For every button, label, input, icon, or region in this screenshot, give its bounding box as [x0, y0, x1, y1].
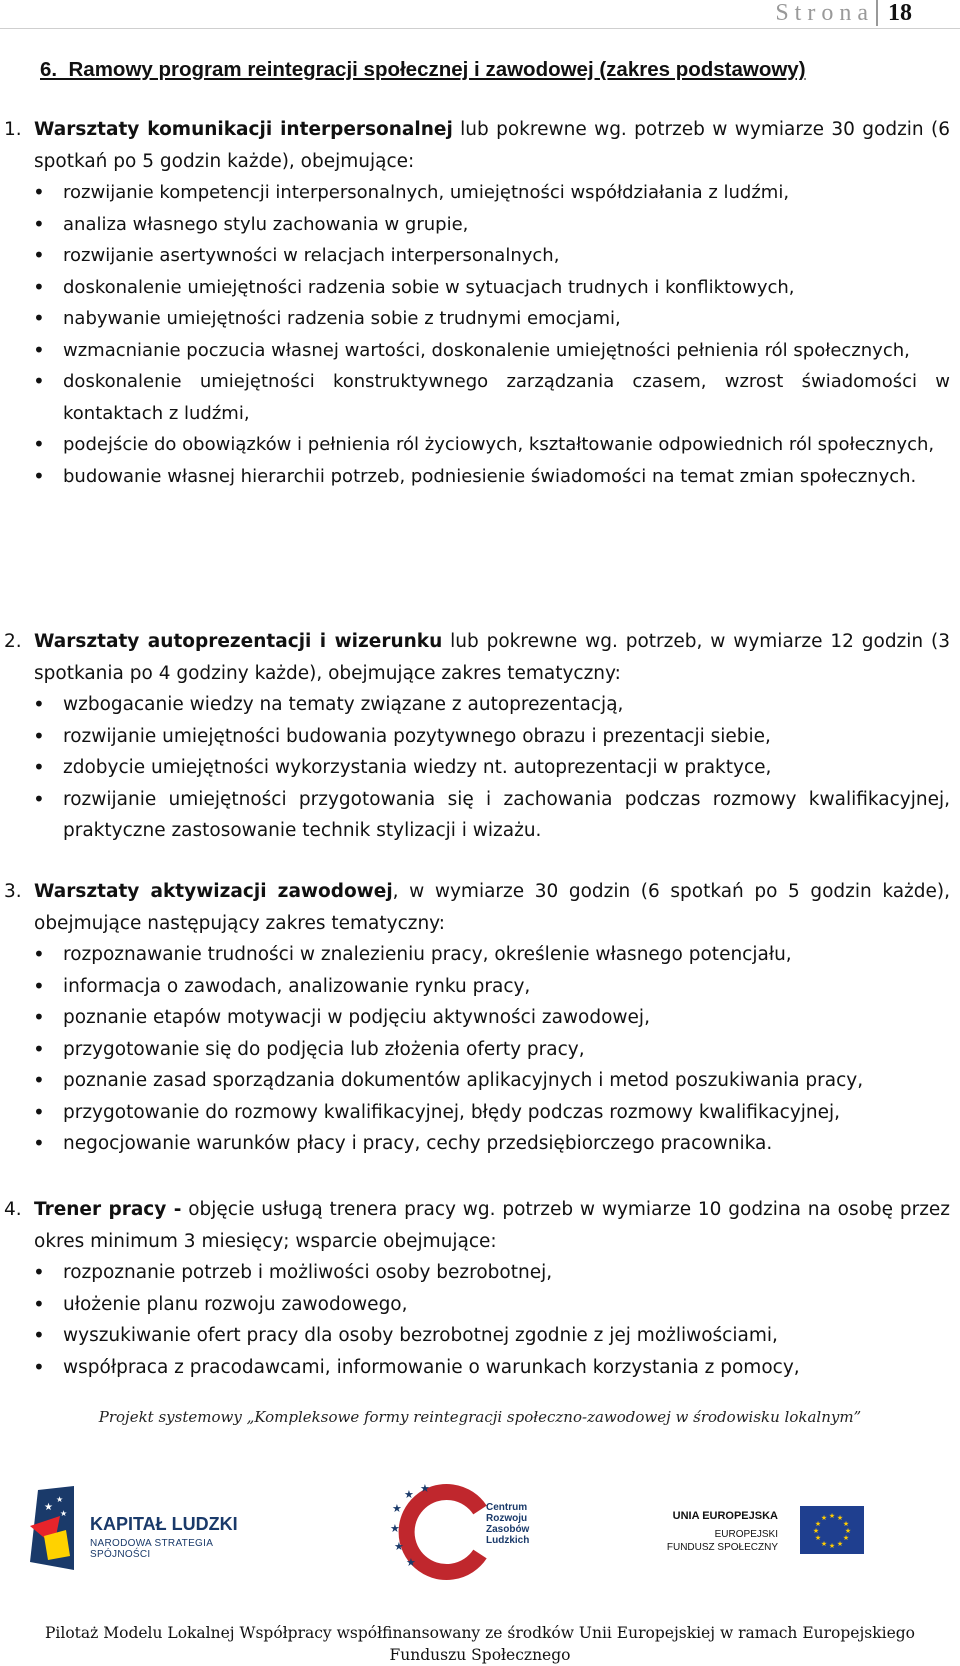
crzl-line: Centrum	[486, 1502, 528, 1513]
section-title: Trener pracy -	[34, 1199, 182, 1220]
list-item: • wzbogacanie wiedzy na tematy związane z autoprezentacją,	[0, 689, 960, 721]
section-title: Warsztaty autoprezentacji i wizerunku	[34, 631, 443, 652]
section-title: Warsztaty komunikacji interpersonalnej	[34, 119, 453, 140]
svg-text:★: ★	[842, 1534, 850, 1542]
list-item: • informacja o zawodach, analizowanie rynku pracy,	[0, 971, 960, 1003]
svg-text:★: ★	[814, 1520, 822, 1528]
svg-text:★: ★	[404, 1488, 414, 1501]
crzl-mark-icon	[390, 1482, 490, 1582]
kapital-ludzki-logo	[30, 1486, 270, 1566]
svg-text:★: ★	[844, 1527, 852, 1535]
crzl-logo	[390, 1482, 550, 1582]
section-2	[0, 626, 960, 847]
bullet-list	[0, 1257, 960, 1383]
list-item: • ułożenie planu rozwoju zawodowego,	[0, 1289, 960, 1321]
section-description: , w wymiarze 30 godzin (6 spotkań po 5 godzin każde), obejmujące następujący zakres tematyczny:	[34, 881, 950, 934]
header-divider	[0, 28, 960, 29]
list-item: • rozwijanie kompetencji interpersonalnych, umiejętności współdziałania z ludźmi,	[0, 177, 960, 209]
section-description: objęcie usługą trenera pracy wg. potrzeb w wymiarze 10 godzina na osobę przez okres minimum 3 miesięcy; wsparcie obejmujące:	[34, 1199, 950, 1252]
crzl-line: Rozwoju	[486, 1513, 528, 1524]
svg-text:★: ★	[828, 1542, 836, 1550]
list-item: • doskonalenie umiejętności radzenia sobie w sytuacjach trudnych i konfliktowych,	[0, 272, 960, 304]
section-description: lub pokrewne wg. potrzeb, w wymiarze 12 godzin (3 spotkania po 4 godziny każde), obejmujące zakres tematyczny:	[34, 631, 950, 684]
list-item: • negocjowanie warunków płacy i pracy, cechy przedsiębiorczego pracownika.	[0, 1128, 960, 1160]
svg-text:★: ★	[820, 1540, 828, 1548]
section-title: Warsztaty aktywizacji zawodowej	[34, 881, 393, 902]
list-item: • przygotowanie się do podjęcia lub złożenia oferty pracy,	[0, 1034, 960, 1066]
list-item: • rozwijanie umiejętności przygotowania się i zachowania podczas rozmowy kwalifikacyjnej, praktyczne zastosowanie technik stylizacji i wizażu.	[0, 784, 960, 847]
bullet-list	[0, 177, 960, 492]
section-heading: 6. Ramowy program reintegracji społecznej i zawodowej (zakres podstawowy)	[40, 58, 806, 81]
list-item: • analiza własnego stylu zachowania w grupie,	[0, 209, 960, 241]
eu-subtitle-line: FUNDUSZ SPOŁECZNY	[666, 1542, 778, 1553]
section-intro	[0, 1194, 960, 1257]
cofinancing-note	[0, 1622, 960, 1666]
list-item: • budowanie własnej hierarchii potrzeb, podniesienie świadomości na temat zmian społecznych.	[0, 461, 960, 493]
list-item: • przygotowanie do rozmowy kwalifikacyjnej, błędy podczas rozmowy kwalifikacyjnej,	[0, 1097, 960, 1129]
project-note: Projekt systemowy „Kompleksowe formy reintegracji społeczno-zawodowej w środowisku lokalnym”	[98, 1408, 862, 1426]
list-item: • poznanie zasad sporządzania dokumentów aplikacyjnych i metod poszukiwania pracy,	[0, 1065, 960, 1097]
svg-text:★: ★	[820, 1514, 828, 1522]
svg-text:★: ★	[60, 1509, 68, 1518]
svg-text:★: ★	[44, 1502, 53, 1513]
svg-text:★: ★	[406, 1556, 416, 1569]
bullet-list	[0, 689, 960, 847]
svg-text:★: ★	[836, 1514, 844, 1522]
section-number: 2.	[4, 631, 22, 652]
eu-flag-icon	[800, 1506, 864, 1554]
page-number-label	[775, 0, 912, 27]
svg-text:★: ★	[394, 1540, 404, 1553]
section-number: 3.	[4, 881, 22, 902]
svg-text:★: ★	[56, 1495, 64, 1504]
section-intro	[0, 626, 960, 689]
svg-text:★: ★	[814, 1534, 822, 1542]
logos-bar	[0, 1478, 960, 1588]
svg-text:★: ★	[420, 1482, 430, 1495]
section-intro	[0, 876, 960, 939]
list-item: • wzmacnianie poczucia własnej wartości, doskonalenie umiejętności pełnienia ról społecznych,	[0, 335, 960, 367]
kapital-subtitle: NARODOWA STRATEGIA SPÓJNOŚCI	[90, 1538, 213, 1560]
eu-subtitle	[667, 1528, 778, 1554]
list-item: • rozpoznanie potrzeb i możliwości osoby bezrobotnej,	[0, 1257, 960, 1289]
section-4	[0, 1194, 960, 1383]
list-item: • współpraca z pracodawcami, informowanie o warunkach korzystania z pomocy,	[0, 1352, 960, 1384]
list-item: • podejście do obowiązków i pełnienia ról życiowych, kształtowanie odpowiednich ról społecznych,	[0, 429, 960, 461]
list-item: • rozpoznawanie trudności w znalezieniu pracy, określenie własnego potencjału,	[0, 939, 960, 971]
cofinancing-line: Funduszu Społecznego	[389, 1646, 571, 1664]
crzl-line: Ludzkich	[486, 1535, 530, 1546]
kapital-ludzki-mark-icon	[30, 1486, 80, 1570]
svg-text:★: ★	[812, 1527, 820, 1535]
list-item: • wyszukiwanie ofert pracy dla osoby bezrobotnej zgodnie z jej możliwościami,	[0, 1320, 960, 1352]
page-number: 18	[876, 0, 912, 26]
section-1	[0, 114, 960, 492]
list-item: • rozwijanie umiejętności budowania pozytywnego obrazu i prezentacji siebie,	[0, 721, 960, 753]
eu-subtitle-line: EUROPEJSKI	[714, 1529, 778, 1540]
svg-text:★: ★	[842, 1520, 850, 1528]
section-number: 4.	[4, 1199, 22, 1220]
section-3	[0, 876, 960, 1160]
list-item: • rozwijanie asertywności w relacjach interpersonalnych,	[0, 240, 960, 272]
section-description: lub pokrewne wg. potrzeb w wymiarze 30 godzin (6 spotkań po 5 godzin każde), obejmujące:	[34, 119, 950, 172]
eu-title: UNIA EUROPEJSKA	[672, 1510, 778, 1522]
crzl-line: Zasobów	[486, 1524, 530, 1535]
svg-text:★: ★	[828, 1512, 836, 1520]
page-word: Strona	[775, 0, 874, 26]
svg-text:★: ★	[392, 1502, 402, 1515]
cofinancing-line: Pilotaż Modelu Lokalnej Współpracy współfinansowany ze środków Unii Europejskiej w ramach Europejskiego	[45, 1624, 915, 1642]
list-item: • zdobycie umiejętności wykorzystania wiedzy nt. autoprezentacji w praktyce,	[0, 752, 960, 784]
list-item: • nabywanie umiejętności radzenia sobie z trudnymi emocjami,	[0, 303, 960, 335]
section-intro	[0, 114, 960, 177]
eu-logo	[668, 1506, 868, 1566]
crzl-text	[486, 1502, 529, 1546]
list-item: • doskonalenie umiejętności konstruktywnego zarządzania czasem, wzrost świadomości w kontaktach z ludźmi,	[0, 366, 960, 429]
svg-text:★: ★	[390, 1522, 400, 1535]
svg-text:★: ★	[836, 1540, 844, 1548]
section-number: 1.	[4, 119, 22, 140]
list-item: • poznanie etapów motywacji w podjęciu aktywności zawodowej,	[0, 1002, 960, 1034]
kapital-title: KAPITAŁ LUDZKI	[90, 1514, 238, 1534]
bullet-list	[0, 939, 960, 1160]
